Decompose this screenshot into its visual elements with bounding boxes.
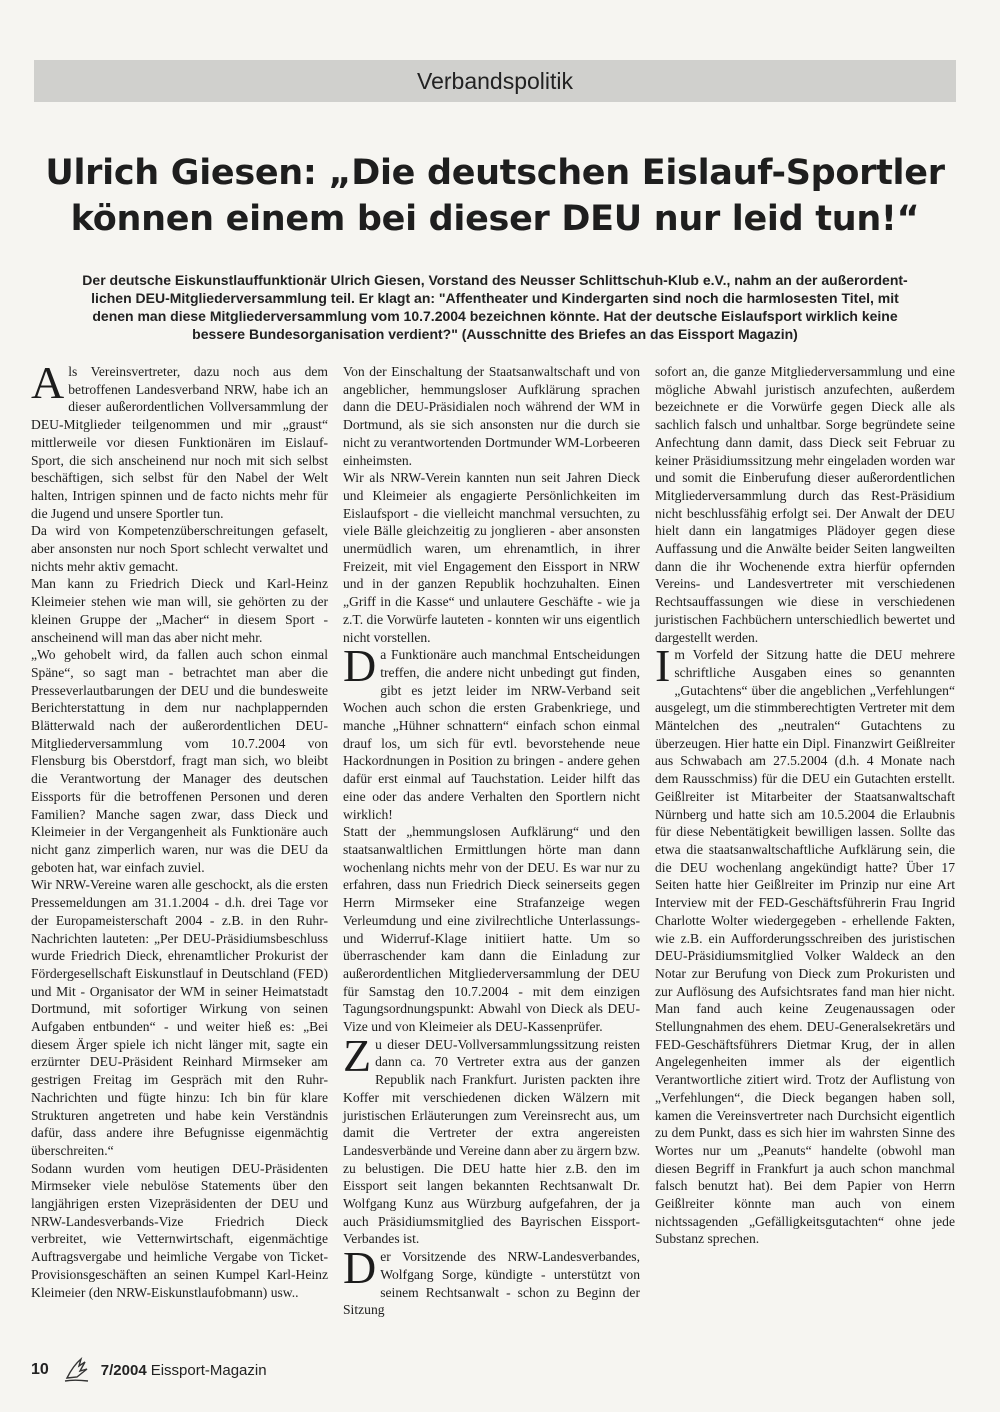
drop-cap: I <box>655 640 671 692</box>
lead-line-3: denen man diese Mitgliederversammlung vom 10.7.2004 bezeichnen könnte. Hat der deutsche Eislaufsport wirklich keine <box>92 308 898 324</box>
article-body <box>0 357 1000 1348</box>
paragraph: Man kann zu Friedrich Dieck und Karl-Heinz Kleimeier stehen wie man will, sie gehörten zu der kleinen Gruppe der „Macher“ in diesem Sport - anscheinend will man das aber nicht mehr. <box>31 576 328 645</box>
drop-cap: A <box>31 357 65 408</box>
drop-cap: D <box>343 640 377 692</box>
paragraph: Wir NRW-Vereine waren alle geschockt, als die ersten Pressemeldungen am 31.1.2004 - d.h. drei Tage vor der Europameisterschaft 2004 - z.B. in den Ruhr-Nachrichten lauteten: „Per DEU-Präsidiumsbeschluss wurde Friedrich Dieck, ehrenamtlicher Prokurist der Fördergesellschaft Eiskunstlauf in Deutschland (FED) und Mit - Organisator der WM in seiner Heimatstadt Dortmund, mit sofortiger Wirkung von seinen Aufgaben entbunden“ - und weiter hieß es: „Bei diesem Ärger spiele ich nicht länger mit, sagte ein erzürnter DEU-Präsident Reinhard Mirmseker am gestrigen Freitag im Gespräch mit den Ruhr-Nachrichten und fügte hinzu: Ich bin für klare Strukturen angetreten und habe kein Verständnis dafür, dass andere ihre Befugnisse eigenmächtig überschreiten.“ <box>31 877 328 1158</box>
lead-line-1: Der deutsche Eiskunstlauffunktionär Ulrich Giesen, Vorstand des Neusser Schlittschuh-Klub e.V., nahm an der außerordent- <box>82 272 908 288</box>
paragraph: Von der Einschaltung der Staatsanwaltschaft und von angeblicher, hemmungsloser Aufklärung sprachen dann die DEU-Präsidialen noch während der WM in Dortmund, als sie sich ansonsten nur die durch sie nicht zu verantwortenden Dortmunder WM-Lorbeeren einheimsten. <box>343 364 640 468</box>
column-3 <box>655 363 955 1248</box>
issue-number: 7/2004 <box>100 1361 147 1379</box>
headline <box>34 150 956 242</box>
paragraph: Statt der „hemmungslosen Aufklärung“ und den staatsanwaltlichen Ermittlungen hörte man dann wochenlang nichts mehr von der DEU. Es war nur zu erfahren, dass nun Friedrich Dieck seinerseits gegen Herrn Mirmseker eine Strafanzeige wegen Verleumdung und eine zivilrechtliche Unterlassungs- und Widerruf-Klage initiiert hatte. Um so überraschender kam dann die Einladung zur außerordentlichen Mitgliederversammlung der DEU für Samstag den 10.7.2004 - mit dem einzigen Tagungsordnungspunkt: Abwahl von Dieck als DEU-Vize und von Kleimeier als DEU-Kassenprüfer. <box>343 824 640 1035</box>
paragraph: Da Funktionäre auch manchmal Entscheidungen treffen, die andere nicht unbedingt gut finden, gibt es jetzt leider im NRW-Verband seit Wochen auch schon die ersten Grabenkriege, und manche „Hühner schnattern“ einfach schon einmal drauf los, um sich für evtl. bevorstehende neue Hackordnungen in Position zu bringen - andere gehen dafür erst einmal auf Tauchstation. Leider hilft das eine oder das andere Verhalten den Sportlern nicht wirklich! <box>343 640 640 822</box>
paragraph: Wir als NRW-Verein kannten nun seit Jahren Dieck und Kleimeier als engagierte Persönlichkeiten im Eislaufsport - die vielleicht manchmal versuchten, zu viele Bälle gleichzeitig zu jonglieren - aber ansonsten unermüdlich waren, um ehrenamtlich, in ihrer Freizeit, mit viel Engagement den Eissport in NRW und in der ganzen Republik hochzuhalten. Einen „Griff in die Kasse“ und unlautere Geschäfte - wie ja z.T. die Vorwürfe lauteten - konnten wir uns eigentlich nicht vorstellen. <box>343 470 640 645</box>
headline-line-1: Ulrich Giesen: „Die deutschen Eislauf-Sportler <box>45 153 945 193</box>
paragraph: Sodann wurden vom heutigen DEU-Präsidenten Mirmseker viele nebulöse Statements über den langjährigen ersten Vizepräsidenten der DEU und NRW-Landesverbands-Vize Friedrich Dieck verbreitet, wie Vetternwirtschaft, eigenmächtige Auftragsvergabe und heimliche Vergabe von Ticket-Provisionsgeschäften an seinen Kumpel Karl-Heinz Kleimeier (den NRW-Eiskunstlaufobmann) usw.. <box>31 1160 328 1300</box>
paragraph: sofort an, die ganze Mitgliederversammlung und eine mögliche Abwahl juristisch anzufechten, außerdem bezeichnete er die Vorwürfe gegen Dieck alle als sachlich falsch und unhaltbar. Sorge begründete seine Anfechtung dann damit, dass Dieck seit Februar zu keiner Präsidiumssitzung mehr eingeladen worden war und somit die Einberufung dieser außerordentlichen Mitgliederversammlung durch das Rest-Präsidium nicht beschlussfähig erfolgt sei. Der Anwalt der DEU hielt dann ein langatmiges Plädoyer gegen diese Auffassung und die Anwälte beider Seiten langweilten dann die ihr Wochenende extra hierfür opfernden Vereins- und Landesvertreter mit verschiedenen Rechtsauffassungen wie diese in verschiedenen juristischen Fachbüchern unterschiedlich bewertet und dargestellt werden. <box>655 364 955 645</box>
paragraph: Zu dieser DEU-Vollversammlungssitzung reisten dann ca. 70 Vertreter extra aus der ganzen Republik nach Frankfurt. Juristen packten ihre Koffer mit verschiedenen dicken Wälzern mit juristischen Erläuterungen zum Vereinsrecht aus, um damit die Vertreter der extra angereisten Landesverbände und Vereine dann aber zu ärgern bzw. zu belustigen. Die DEU hatte hier z.B. den im Eissport seit langen bekannten Rechtsanwalt Dr. Wolfgang Kunz aus Würzburg aufgefahren, der ja auch Präsidiumsmitglied des Bayrischen Eissport-Verbandes ist. <box>343 1029 640 1247</box>
column-1 <box>31 357 328 1301</box>
section-title: Verbandspolitik <box>417 67 573 94</box>
paragraph: Im Vorfeld der Sitzung hatte die DEU mehrere schriftliche Ausgaben eines so genannten „Gutachtens“ über die angeblichen „Verfehlungen“ ausgelegt, um die stimmberechtigten Vertreter mit dem Mäntelchen des „neutralen“ Gutachtens zu überzeugen. Hier hatte ein Dipl. Finanzwirt Geißlreiter aus Schwabach am 27.5.2004 (d.h. 4 Monate nach dem Rausschmiss) für die DEU ein Gutachten erstellt. Geißlreiter ist Mitarbeiter der Staatsanwaltschaft Nürnberg und hatte sich am 10.5.2004 die Erlaubnis für diese Nebentätigkeit bewilligen lassen. Sollte das etwa die staatsanwaltschaftliche Aufklärung sein, die die DEU wochenlang angekündigt hatte? Über 17 Seiten hatte hier Geißlreiter im Prinzip nur eine Art Interview mit der FED-Geschäftsführerin Frau Ingrid Charlotte Wolter wiedergegeben - erhellende Fakten, wie z.B. ein Aufforderungsschreiben des juristischen DEU-Präsidiumsmitglied Volker Waldeck an den Notar zur Berufung von Dieck zum Prokuristen und zur Auflösung des Aufsichtsrates fand man hier nicht. Man fand auch keine Zeugenaussagen oder Stellungnahmen des ehem. DEU-Generalsekretärs und FED-Geschäftsführers Dietmar Krug, der in allen Angelegenheiten immer als der eigentlich Verantwortliche zitiert wird. Trotz der Auflistung von „Verfehlungen“, die Dieck begangen haben soll, kamen die Vereinsvertreter nach Durchsicht eigentlich zu dem Punkt, dass es sich hier im wahrsten Sinne des Wortes nur um „Peanuts“ handelte (obwohl man diesen Begriff in Frankfurt ja auch schon manchmal falsch benutzt hat). Bei dem Papier von Herrn Geißlreiter könnte man auch von einem nichtssagenden „Gefälligkeitsgutachten“ ohne jede Substanz sprechen. <box>655 640 955 1247</box>
lead-line-2: lichen DEU-Mitgliederversammlung teil. Er klagt an: "Affentheater und Kindergarten sind noch die harmlosesten Titel, mit <box>91 290 899 306</box>
skater-logo-icon <box>61 1356 91 1384</box>
drop-cap: Z <box>343 1029 372 1081</box>
paragraph: Da wird von Kompetenzüberschreitungen gefaselt, aber ansonsten nur noch Sport schlecht verwaltet und nichts mehr aktiv gemacht. <box>31 523 328 574</box>
drop-cap: D <box>343 1242 377 1294</box>
magazine-name: Eissport-Magazin <box>150 1361 267 1379</box>
lead-line-4: bessere Bundesorganisation verdient?" (Ausschnitte des Briefes an das Eissport Magazin) <box>192 326 798 342</box>
paragraph: Als Vereinsvertreter, dazu noch aus dem betroffenen Landesverband NRW, habe ich an dieser außerordentlichen Vollversammlung der DEU-Mitglieder teilgenommen und mir „graust“ mittlerweile vor diesen Funktionären im Eislauf-Sport, die sich anscheinend nur noch mit sich selbst beschäftigen, sich selbst für den Nabel der Welt halten, Intrigen spinnen und de facto nichts mehr für die Jugend und unsere Sportler tun. <box>31 357 328 521</box>
headline-line-2: können einem bei dieser DEU nur leid tun!“ <box>70 199 920 239</box>
paragraph: „Wo gehobelt wird, da fallen auch schon einmal Späne“, so sagt man - betrachtet man aber die Presseverlautbarungen der DEU und die bundesweite Berichterstattung in dem nur nachplappernden Blätterwald nach der außerordentlichen DEU-Mitgliederversammlung vom 10.7.2004 von Flensburg bis Oberstdorf, fragt man sich, wo bleibt die Verantwortung der Manager des deutschen Eissports für die betroffenen Personen und deren Familien? Manche sagen zwar, dass Dieck und Kleimeier in der Vergangenheit als Funktionäre auch nicht ganz zimperlich waren, nur was die DEU da geboten hat, war einfach zuviel. <box>31 647 328 875</box>
page-footer <box>31 1355 267 1385</box>
section-header <box>34 60 956 102</box>
page-number: 10 <box>31 1361 49 1378</box>
column-2 <box>343 363 640 1319</box>
lead-paragraph <box>34 271 956 343</box>
paragraph: Der Vorsitzende des NRW-Landesverbandes, Wolfgang Sorge, kündigte - unterstützt von seinem Rechtsanwalt - schon zu Beginn der Sitzung <box>343 1242 640 1318</box>
